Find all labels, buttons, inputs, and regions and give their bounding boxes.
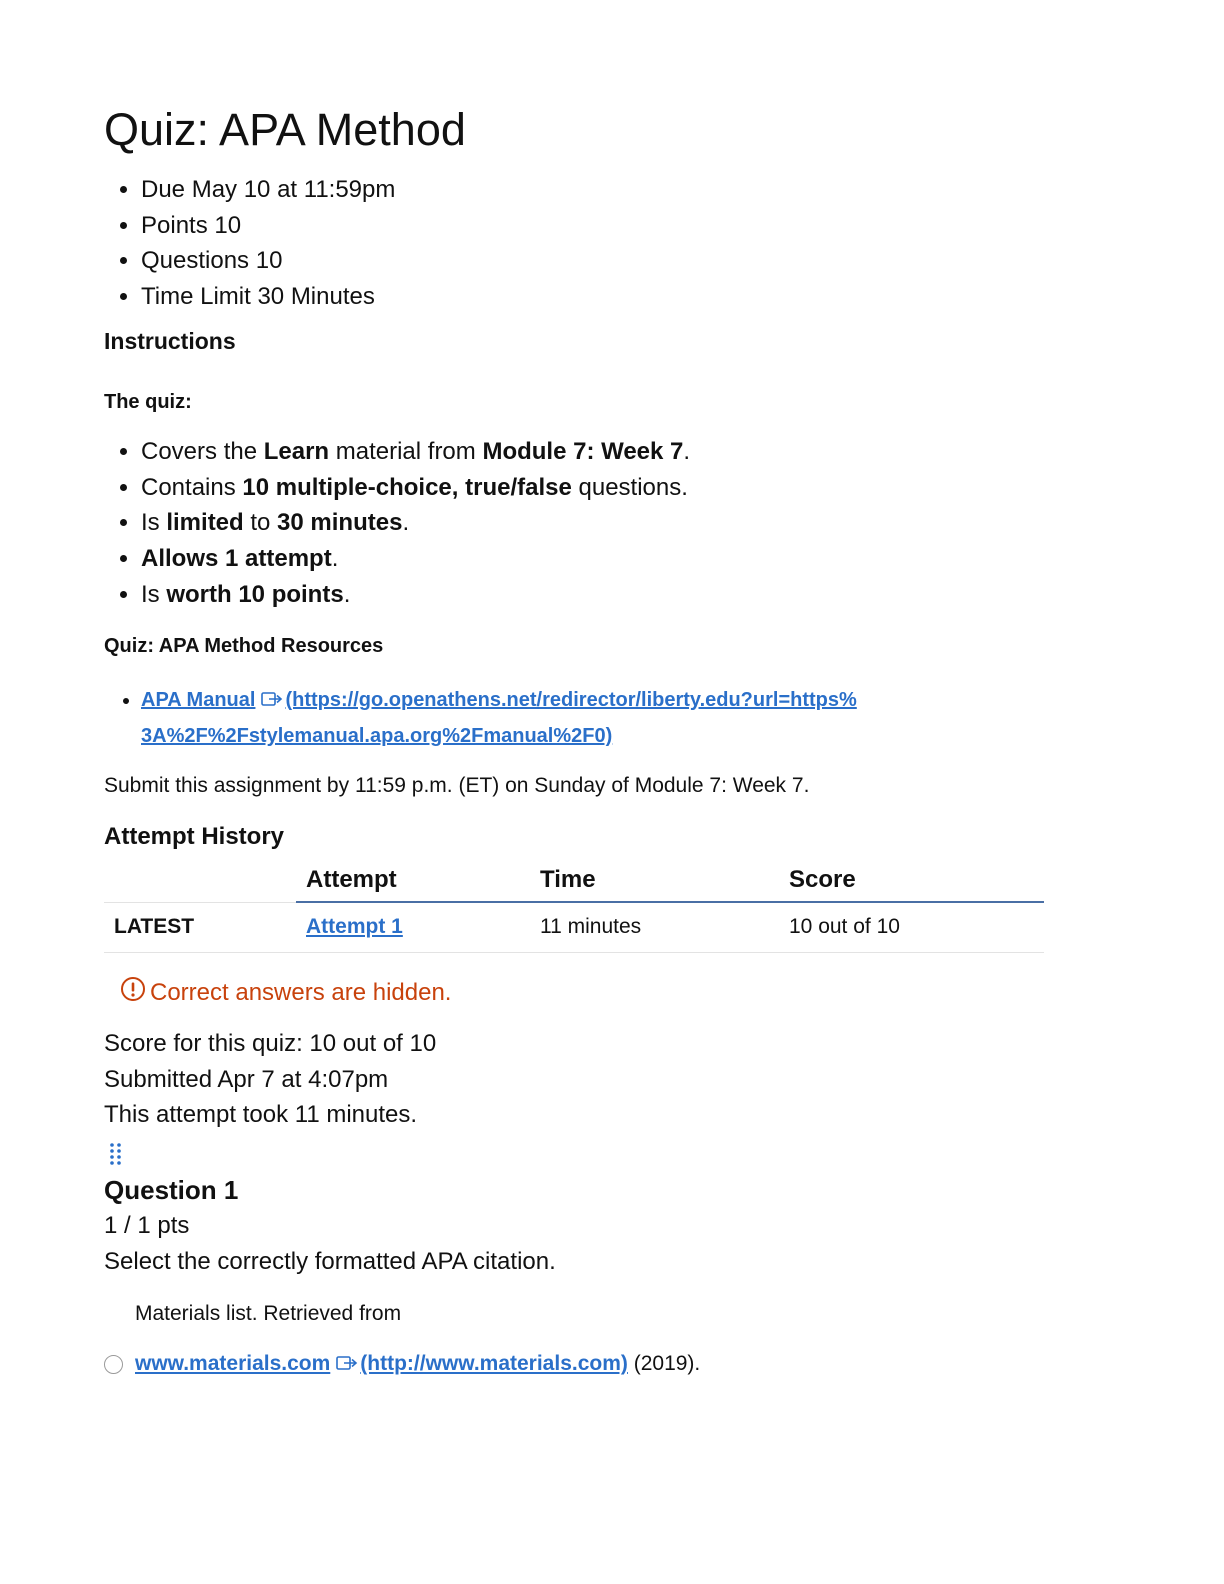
instruction-item: • Allows 1 attempt. [141, 541, 690, 577]
answer-radio[interactable] [104, 1355, 123, 1374]
answer-text-suffix: (2019). [627, 1352, 701, 1375]
submit-note: Submit this assignment by 11:59 p.m. (ET) on Sunday of Module 7: Week 7. [104, 774, 810, 797]
attempt-history-table [104, 858, 1044, 953]
answer-link[interactable]: www.materials.com [135, 1352, 331, 1375]
notice-text: Correct answers are hidden. [150, 979, 452, 1006]
external-link-icon [330, 1350, 360, 1378]
instruction-item: • Is limited to 30 minutes. [141, 505, 690, 541]
external-link-icon [255, 689, 285, 711]
column-header-time: Time [530, 858, 779, 902]
meta-time-limit: • Time Limit 30 Minutes [141, 279, 395, 315]
meta-points: • Points 10 [141, 208, 395, 244]
apa-manual-link[interactable]: APA Manual [141, 689, 256, 711]
quiz-subheading: The quiz: [104, 391, 192, 413]
question-title: Question 1 [104, 1175, 239, 1205]
drag-handle-icon[interactable] [106, 1140, 126, 1168]
answer-text-prefix: Materials list. Retrieved from [135, 1302, 402, 1325]
page-title: Quiz: APA Method [104, 104, 466, 155]
answers-hidden-notice [120, 976, 451, 1010]
column-header-score: Score [779, 858, 1044, 902]
column-header-attempt: Attempt [296, 858, 530, 902]
submitted-time: Submitted Apr 7 at 4:07pm [104, 1065, 389, 1093]
attempt-1-link[interactable]: Attempt 1 [306, 915, 403, 939]
resources-list [104, 682, 864, 754]
latest-label: LATEST [104, 902, 296, 952]
resources-heading: Quiz: APA Method Resources [104, 635, 384, 657]
answer-option[interactable] [104, 1350, 700, 1378]
table-row [104, 902, 1044, 952]
quiz-meta-list [104, 172, 395, 315]
instruction-item: • Is worth 10 points. [141, 577, 690, 613]
apa-manual-url-link[interactable]: (https://go.openathens.net/redirector/liberty.edu?url=https%3A%2F%2Fstylemanual.apa.org%2Fmanual%2F0) [141, 689, 857, 747]
score-cell: 10 out of 10 [779, 902, 1044, 952]
table-header-row [104, 858, 1044, 902]
question-points: 1 / 1 pts [104, 1212, 190, 1239]
instruction-item: • Covers the Learn material from Module 7: Week 7. [141, 434, 690, 470]
instruction-item: • Contains 10 multiple-choice, true/false questions. [141, 470, 690, 506]
instructions-list [104, 434, 690, 613]
question-text: Select the correctly formatted APA citation. [104, 1248, 556, 1275]
meta-questions: • Questions 10 [141, 243, 395, 279]
resource-item [141, 682, 864, 754]
answer-url-link[interactable]: (http://www.materials.com) [360, 1352, 628, 1375]
attempt-cell [296, 902, 530, 952]
instructions-heading: Instructions [104, 328, 236, 354]
score-summary [104, 1026, 436, 1133]
quiz-score: Score for this quiz: 10 out of 10 [104, 1030, 437, 1057]
column-header-blank [104, 858, 296, 902]
time-cell: 11 minutes [530, 902, 779, 952]
attempt-duration: This attempt took 11 minutes. [104, 1101, 418, 1129]
attempt-history-heading: Attempt History [104, 823, 285, 850]
warning-icon [120, 976, 150, 1010]
meta-due: • Due May 10 at 11:59pm [141, 172, 395, 208]
